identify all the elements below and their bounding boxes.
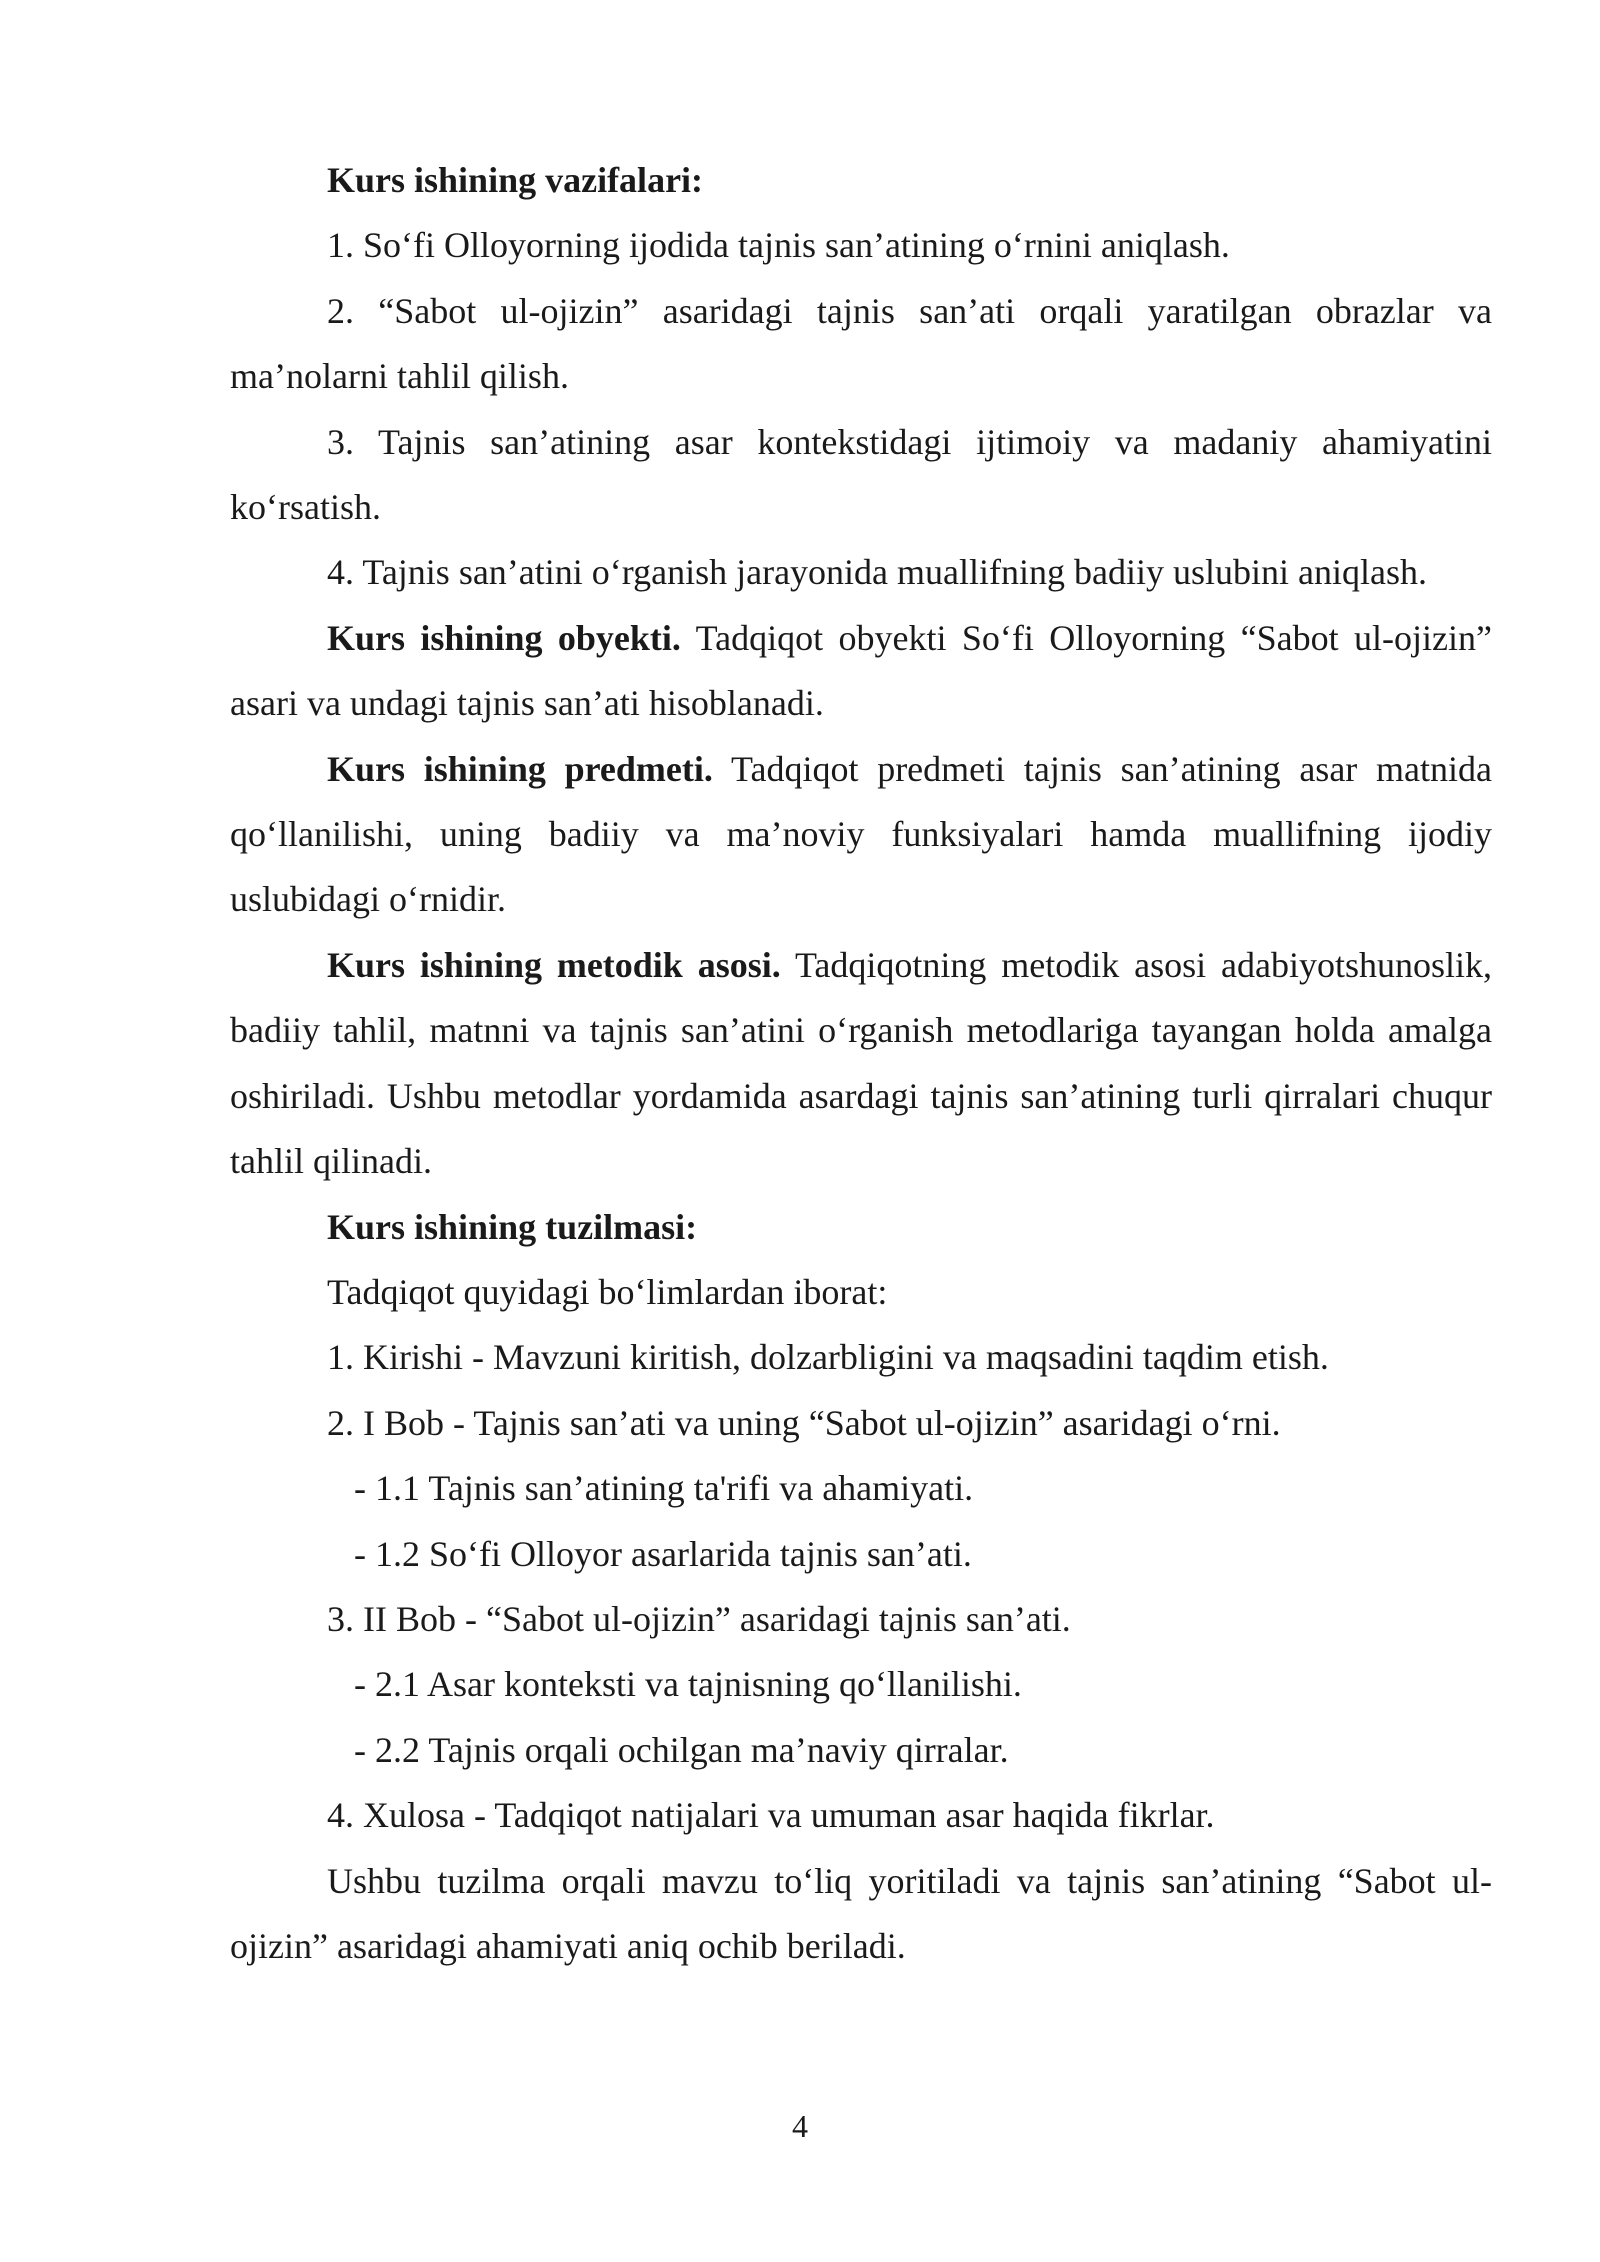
structure-heading: Kurs ishining tuzilmasi: bbox=[327, 1206, 698, 1247]
task-item-4: 4. Tajnis san’atini o‘rganish jarayonida muallifning badiiy uslubini aniqlash. bbox=[327, 552, 1427, 593]
structure-subitem-2-1: - 2.1 Asar konteksti va tajnisning qo‘llanilishi. bbox=[354, 1664, 1022, 1705]
structure-item-3: 3. II Bob - “Sabot ul-ojizin” asaridagi tajnis san’ati. bbox=[327, 1598, 1071, 1639]
subject-text: Tadqiqot predmeti tajnis san’atining asar matnida qo‘llanilishi, uning badiiy va ma’noviy funksiyalari hamda muallifning ijodiy uslubidagi o‘rnidir. bbox=[230, 748, 1492, 920]
tasks-heading: Kurs ishining vazifalari: bbox=[327, 160, 704, 200]
structure-subitem-1-2: - 1.2 So‘fi Olloyor asarlarida tajnis san’ati. bbox=[354, 1533, 972, 1574]
structure-subitem-1-1: - 1.1 Tajnis san’atining ta'rifi va ahamiyati. bbox=[354, 1468, 974, 1509]
method-label: Kurs ishining metodik asosi. bbox=[327, 944, 781, 985]
object-label: Kurs ishining obyekti. bbox=[327, 617, 681, 658]
method-paragraph bbox=[230, 933, 1492, 1195]
structure-conclusion: Ushbu tuzilma orqali mavzu to‘liq yoritiladi va tajnis san’atining “Sabot ul-ojizin” asaridagi ahamiyati aniq ochib beriladi. bbox=[230, 1860, 1492, 1966]
object-text: Tadqiqot obyekti So‘fi Olloyorning “Sabot ul-ojizin” asari va undagi tajnis san’ati hisoblanadi. bbox=[230, 617, 1493, 724]
structure-item-2: 2. I Bob - Tajnis san’ati va uning “Sabot ul-ojizin” asaridagi o‘rni. bbox=[327, 1402, 1281, 1443]
task-item-1: 1. So‘fi Olloyorning ijodida tajnis san’atining o‘rnini aniqlash. bbox=[327, 225, 1230, 266]
structure-item-1: 1. Kirishi - Mavzuni kiritish, dolzarbligini va maqsadini taqdim etish. bbox=[327, 1337, 1329, 1378]
task-item-2: 2. “Sabot ul-ojizin” asaridagi tajnis san’ati orqali yaratilgan obrazlar va ma’nolarni tahlil qilish. bbox=[230, 290, 1492, 397]
object-paragraph bbox=[230, 606, 1492, 737]
subject-paragraph bbox=[230, 737, 1492, 933]
task-item-3: 3. Tajnis san’atining asar kontekstidagi ijtimoiy va madaniy ahamiyatini ko‘rsatish. bbox=[230, 421, 1492, 528]
page-number: 4 bbox=[792, 2108, 808, 2144]
method-text: Tadqiqotning metodik asosi adabiyotshunoslik, badiiy tahlil, matnni va tajnis san’atini o‘rganish metodlariga tayangan holda amalga oshiriladi. Ushbu metodlar yordamida asardagi tajnis san’atining turli qirralari chuqur tahlil qilinadi. bbox=[230, 944, 1492, 1182]
document-page bbox=[230, 148, 1492, 1979]
subject-label: Kurs ishining predmeti. bbox=[327, 748, 713, 789]
structure-item-4: 4. Xulosa - Tadqiqot natijalari va umuman asar haqida fikrlar. bbox=[327, 1795, 1215, 1836]
structure-intro: Tadqiqot quyidagi bo‘limlardan iborat: bbox=[327, 1271, 888, 1312]
structure-subitem-2-2: - 2.2 Tajnis orqali ochilgan ma’naviy qirralar. bbox=[354, 1729, 1009, 1770]
